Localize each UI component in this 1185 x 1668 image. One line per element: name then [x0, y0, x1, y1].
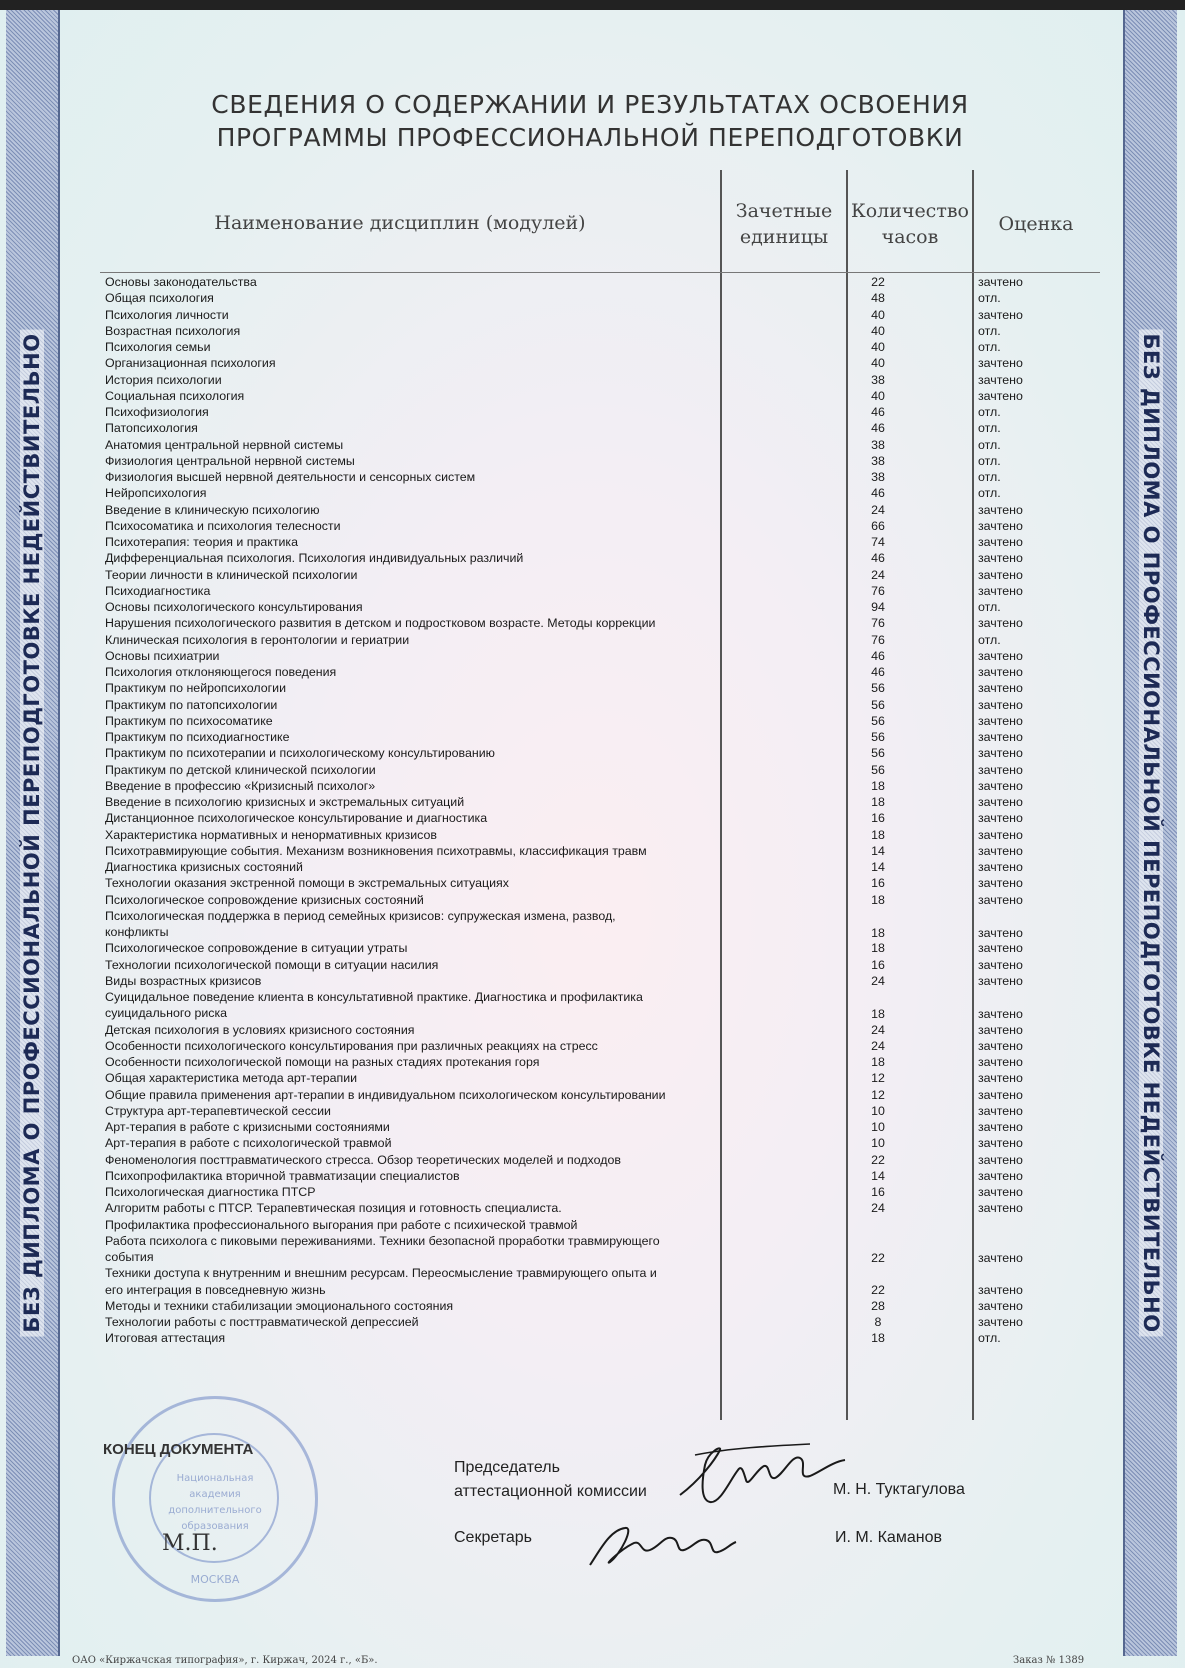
discipline-grade: зачтено	[978, 567, 1023, 582]
discipline-name: Основы психологического консультирования	[105, 600, 363, 614]
discipline-name: Физиология центральной нервной системы	[105, 453, 355, 468]
discipline-hours: 46	[871, 665, 885, 679]
discipline-name: История психологии	[105, 372, 222, 387]
discipline-hours: 48	[871, 291, 885, 306]
secretary-signature	[580, 1510, 740, 1580]
discipline-hours: 22	[871, 1283, 885, 1297]
discipline-hours: 14	[871, 860, 885, 874]
discipline-hours: 24	[871, 1038, 885, 1053]
discipline-grade: отл.	[978, 323, 1001, 338]
table-row	[0, 1038, 1185, 1054]
discipline-hours: 46	[871, 486, 885, 501]
discipline-name: Психологическое сопровождение в ситуации утраты	[105, 941, 408, 956]
discipline-hours: 46	[871, 648, 885, 663]
discipline-name: Работа психолога с пиковыми переживаниями. Техники безопасной проработки травмирующего события	[105, 1233, 660, 1264]
discipline-name: Психодиагностика	[105, 583, 211, 598]
table-row	[0, 1330, 1185, 1346]
discipline-grade: зачтено	[978, 697, 1023, 712]
discipline-grade: зачтено	[978, 551, 1023, 566]
table-row	[0, 875, 1185, 891]
discipline-name: Психотравмирующие события. Механизм возникновения психотравмы, классификация травм	[105, 843, 647, 858]
discipline-grade: зачтено	[978, 1022, 1023, 1037]
discipline-name: Техники доступа к внутренним и внешним ресурсам. Переосмысление травмирующего опыта и его интеграция в повседневную жизнь	[105, 1266, 657, 1297]
discipline-hours: 40	[871, 323, 885, 338]
discipline-grade: отл.	[978, 470, 1001, 484]
discipline-grade: отл.	[978, 291, 1001, 306]
table-row	[0, 437, 1185, 453]
table-row	[0, 1152, 1185, 1168]
discipline-hours: 66	[871, 518, 885, 533]
discipline-grade: зачтено	[978, 827, 1023, 842]
discipline-hours: 56	[871, 762, 885, 777]
discipline-hours: 56	[871, 697, 885, 712]
table-row	[0, 810, 1185, 826]
discipline-grade: зачтено	[978, 307, 1023, 322]
discipline-name: Общая психология	[105, 291, 214, 306]
discipline-hours: 56	[871, 730, 885, 744]
table-row	[0, 1217, 1185, 1233]
discipline-name: Организационная психология	[105, 356, 276, 371]
discipline-grade: зачтено	[978, 1185, 1023, 1199]
table-row	[0, 1119, 1185, 1135]
table-row	[0, 339, 1185, 355]
table-row	[0, 1314, 1185, 1330]
discipline-grade: зачтено	[978, 535, 1023, 549]
table-row	[0, 697, 1185, 713]
discipline-grade: зачтено	[978, 892, 1023, 907]
discipline-name: Психология личности	[105, 307, 229, 322]
discipline-grade: зачтено	[978, 1152, 1023, 1167]
printer-footer: ОАО «Киржачская типография», г. Киржач, 2024 г., «Б».	[72, 1655, 378, 1666]
secretary-label: Секретарь	[454, 1529, 532, 1546]
discipline-grade: зачтено	[978, 502, 1023, 517]
discipline-name: Практикум по патопсихологии	[105, 697, 278, 712]
discipline-name: Общие правила применения арт-терапии в индивидуальном психологическом консультировании	[105, 1087, 666, 1102]
title-line-1: СВЕДЕНИЯ О СОДЕРЖАНИИ И РЕЗУЛЬТАТАХ ОСВОЕНИЯ	[211, 90, 969, 119]
chairman-name: М. Н. Туктагулова	[833, 1481, 965, 1498]
discipline-hours: 24	[871, 567, 885, 582]
discipline-name: Возрастная психология	[105, 323, 241, 338]
discipline-hours: 18	[871, 778, 885, 793]
table-row	[0, 502, 1185, 518]
table-row	[0, 908, 1185, 941]
discipline-hours: 56	[871, 681, 885, 696]
table-row	[0, 388, 1185, 404]
table-row	[0, 957, 1185, 973]
discipline-grade: зачтено	[978, 957, 1023, 972]
document-title	[110, 88, 1070, 154]
discipline-name: Психопрофилактика вторичной травматизации специалистов	[105, 1168, 460, 1183]
discipline-name: Психологическая диагностика ПТСР	[105, 1185, 316, 1199]
discipline-hours: 76	[871, 583, 885, 598]
table-row	[0, 1135, 1185, 1151]
discipline-hours: 38	[871, 372, 885, 387]
chairman-label-line-2: аттестационной комиссии	[454, 1483, 647, 1500]
discipline-name: Дифференциальная психология. Психология индивидуальных различий	[105, 551, 524, 566]
discipline-hours: 16	[871, 1185, 885, 1199]
table-row	[0, 469, 1185, 485]
discipline-hours: 24	[871, 502, 885, 517]
discipline-name: Социальная психология	[105, 388, 245, 403]
discipline-grade: зачтено	[978, 372, 1023, 387]
table-row	[0, 323, 1185, 339]
discipline-grade: отл.	[978, 632, 1001, 647]
discipline-name: Психология отклоняющегося поведения	[105, 665, 337, 679]
discipline-name: Психофизиология	[105, 405, 209, 419]
round-stamp	[112, 1396, 318, 1602]
discipline-grade: отл.	[978, 600, 1001, 614]
discipline-hours: 10	[871, 1136, 885, 1151]
stamp-center-text-1: Национальная	[176, 1473, 254, 1484]
table-row	[0, 567, 1185, 583]
table-row	[0, 274, 1185, 290]
table-row	[0, 989, 1185, 1022]
discipline-name: Общая характеристика метода арт-терапии	[105, 1071, 358, 1086]
table-row	[0, 729, 1185, 745]
table-row	[0, 518, 1185, 534]
table-row	[0, 1200, 1185, 1216]
table-row	[0, 1087, 1185, 1103]
table-row	[0, 745, 1185, 761]
discipline-hours: 46	[871, 405, 885, 419]
table-row	[0, 307, 1185, 323]
discipline-name: Психологическое сопровождение кризисных состояний	[105, 892, 424, 907]
discipline-hours: 46	[871, 551, 885, 566]
discipline-name: Феноменология посттравматического стресса. Обзор теоретических моделей и подходов	[105, 1152, 621, 1167]
discipline-name: Практикум по детской клинической психологии	[105, 762, 376, 777]
discipline-name: Арт-терапия в работе с психологической травмой	[105, 1136, 392, 1151]
table-row	[0, 1298, 1185, 1314]
discipline-hours: 10	[871, 1103, 885, 1118]
table-row	[0, 1168, 1185, 1184]
discipline-hours: 46	[871, 421, 885, 436]
discipline-hours: 22	[871, 1250, 885, 1265]
discipline-name: Физиология высшей нервной деятельности и сенсорных систем	[105, 470, 476, 484]
discipline-hours: 16	[871, 811, 885, 826]
header-credits	[722, 198, 846, 250]
discipline-grade: зачтено	[978, 681, 1023, 696]
header-hours	[848, 198, 972, 250]
discipline-hours: 40	[871, 356, 885, 371]
stamp-text	[115, 1399, 315, 1599]
discipline-grade: зачтено	[978, 762, 1023, 777]
right-band-text: БЕЗ ДИПЛОМА О ПРОФЕССИОНАЛЬНОЙ ПЕРЕПОДГОТОВКЕ НЕДЕЙСТВИТЕЛЬНО	[1139, 329, 1163, 1336]
discipline-name: Введение в психологию кризисных и экстремальных ситуаций	[105, 795, 465, 809]
discipline-grade: зачтено	[978, 1283, 1023, 1297]
discipline-grade: отл.	[978, 1331, 1001, 1346]
chairman-label-line-1: Председатель	[454, 1459, 560, 1476]
discipline-grade: зачтено	[978, 1136, 1023, 1151]
table-row	[0, 404, 1185, 420]
discipline-hours: 18	[871, 941, 885, 956]
discipline-name: Технологии работы с посттравматической депрессией	[105, 1315, 419, 1329]
table-row	[0, 583, 1185, 599]
discipline-hours: 14	[871, 1168, 885, 1183]
table-row	[0, 843, 1185, 859]
discipline-grade: зачтено	[978, 843, 1023, 858]
discipline-hours: 8	[874, 1315, 882, 1329]
table-row	[0, 1054, 1185, 1070]
discipline-name: Диагностика кризисных состояний	[105, 860, 303, 874]
discipline-grade: зачтено	[978, 665, 1023, 679]
discipline-hours: 40	[871, 388, 885, 403]
left-band-text: БЕЗ ДИПЛОМА О ПРОФЕССИОНАЛЬНОЙ ПЕРЕПОДГОТОВКЕ НЕДЕЙСТВИТЕЛЬНО	[20, 329, 44, 1336]
discipline-name: Психотерапия: теория и практика	[105, 535, 299, 549]
header-rule	[100, 272, 1100, 273]
discipline-name: Практикум по психосоматике	[105, 713, 273, 728]
header-grade: Оценка	[998, 213, 1074, 235]
discipline-name: Технологии оказания экстренной помощи в экстремальных ситуациях	[105, 876, 509, 891]
discipline-grade: зачтено	[978, 811, 1023, 826]
discipline-hours: 18	[871, 925, 885, 940]
table-row	[0, 1070, 1185, 1086]
secretary-name: И. М. Каманов	[835, 1529, 942, 1546]
discipline-name: Психологическая поддержка в период семейных кризисов: супружеская измена, развод, конфликты	[105, 908, 616, 939]
discipline-hours: 18	[871, 1006, 885, 1021]
header-credits-line-1: Зачетные	[735, 200, 833, 222]
discipline-grade: отл.	[978, 421, 1001, 436]
discipline-name: Особенности психологической помощи на разных стадиях протекания горя	[105, 1055, 540, 1069]
discipline-hours: 56	[871, 746, 885, 761]
table-row	[0, 762, 1185, 778]
table-row	[0, 827, 1185, 843]
discipline-grade: отл.	[978, 453, 1001, 468]
discipline-grade: зачтено	[978, 1201, 1023, 1216]
table-row	[0, 778, 1185, 794]
table-row	[0, 372, 1185, 388]
discipline-grade: зачтено	[978, 275, 1023, 289]
stamp-center-text-2: академия	[189, 1489, 241, 1500]
discipline-hours: 18	[871, 1055, 885, 1069]
discipline-hours: 14	[871, 843, 885, 858]
discipline-hours: 24	[871, 1201, 885, 1216]
table-row	[0, 648, 1185, 664]
discipline-hours: 24	[871, 1022, 885, 1037]
discipline-name: Практикум по психотерапии и психологическому консультированию	[105, 746, 495, 761]
discipline-hours: 76	[871, 632, 885, 647]
discipline-grade: зачтено	[978, 648, 1023, 663]
discipline-hours: 38	[871, 453, 885, 468]
header-hours-line-1: Количество	[851, 200, 969, 222]
table-row	[0, 940, 1185, 956]
discipline-hours: 56	[871, 713, 885, 728]
discipline-name: Технологии психологической помощи в ситуации насилия	[105, 957, 439, 972]
discipline-grade: зачтено	[978, 518, 1023, 533]
discipline-name: Суицидальное поведение клиента в консультативной практике. Диагностика и профилактика суицидального риска	[105, 990, 643, 1021]
discipline-grade: зачтено	[978, 1315, 1023, 1329]
scan-top-edge	[0, 0, 1185, 10]
discipline-grade: зачтено	[978, 746, 1023, 761]
table-row	[0, 973, 1185, 989]
discipline-grade: зачтено	[978, 795, 1023, 809]
discipline-grade: зачтено	[978, 973, 1023, 988]
discipline-name: Нейропсихология	[105, 486, 207, 501]
order-number: Заказ № 1389	[1013, 1655, 1085, 1666]
table-row	[0, 680, 1185, 696]
discipline-name: Нарушения психологического развития в детском и подростковом возрасте. Методы коррекции	[105, 616, 656, 631]
table-row	[0, 615, 1185, 631]
discipline-grade: зачтено	[978, 1038, 1023, 1053]
discipline-name: Основы психиатрии	[105, 648, 220, 663]
discipline-hours: 40	[871, 340, 885, 354]
discipline-hours: 18	[871, 795, 885, 809]
table-row	[0, 420, 1185, 436]
chairman-signature	[660, 1440, 860, 1520]
discipline-grade: зачтено	[978, 583, 1023, 598]
table-row	[0, 599, 1185, 615]
discipline-name: Клиническая психология в геронтологии и гериатрии	[105, 632, 410, 647]
discipline-grade: зачтено	[978, 1250, 1023, 1265]
header-hours-line-2: часов	[881, 226, 939, 248]
discipline-grade: зачтено	[978, 1120, 1023, 1134]
stamp-center-text-4: образования	[181, 1521, 249, 1532]
discipline-name: Методы и техники стабилизации эмоционального состояния	[105, 1298, 454, 1313]
discipline-grade: зачтено	[978, 1168, 1023, 1183]
discipline-grade: зачтено	[978, 1087, 1023, 1102]
discipline-hours: 16	[871, 957, 885, 972]
discipline-name: Патопсихология	[105, 421, 198, 436]
discipline-hours: 12	[871, 1071, 885, 1086]
table-row	[0, 355, 1185, 371]
discipline-grade: отл.	[978, 340, 1001, 354]
discipline-name: Особенности психологического консультирования при различных реакциях на стресс	[105, 1038, 598, 1053]
stamp-center-text-3: дополнительного	[168, 1505, 262, 1516]
discipline-grade: зачтено	[978, 1006, 1023, 1021]
discipline-name: Основы законодательства	[105, 275, 257, 289]
discipline-hours: 18	[871, 827, 885, 842]
discipline-grade: отл.	[978, 437, 1001, 452]
disciplines-table	[0, 274, 1185, 1347]
table-row	[0, 892, 1185, 908]
discipline-grade: зачтено	[978, 1298, 1023, 1313]
table-row	[0, 1265, 1185, 1298]
discipline-hours: 94	[871, 600, 885, 614]
discipline-name: Арт-терапия в работе с кризисными состояниями	[105, 1120, 390, 1134]
table-row	[0, 485, 1185, 501]
discipline-name: Психосоматика и психология телесности	[105, 518, 341, 533]
table-row	[0, 794, 1185, 810]
header-name: Наименование дисциплин (модулей)	[214, 212, 586, 234]
discipline-name: Структура арт-терапевтической сессии	[105, 1103, 331, 1118]
discipline-name: Дистанционное психологическое консультирование и диагностика	[105, 811, 488, 826]
discipline-name: Профилактика профессионального выгорания при работе с психической травмой	[105, 1217, 578, 1232]
discipline-grade: зачтено	[978, 713, 1023, 728]
discipline-hours: 24	[871, 973, 885, 988]
title-line-2: ПРОГРАММЫ ПРОФЕССИОНАЛЬНОЙ ПЕРЕПОДГОТОВКИ	[216, 123, 964, 152]
discipline-name: Алгоритм работы с ПТСР. Терапевтическая позиция и готовность специалиста.	[105, 1201, 562, 1216]
discipline-grade: зачтено	[978, 388, 1023, 403]
discipline-grade: зачтено	[978, 730, 1023, 744]
discipline-grade: зачтено	[978, 1103, 1023, 1118]
table-row	[0, 290, 1185, 306]
discipline-grade: отл.	[978, 486, 1001, 501]
discipline-hours: 38	[871, 470, 885, 484]
discipline-hours: 12	[871, 1087, 885, 1102]
table-row	[0, 632, 1185, 648]
table-row	[0, 1233, 1185, 1266]
discipline-hours: 10	[871, 1120, 885, 1134]
discipline-hours: 18	[871, 892, 885, 907]
discipline-grade: зачтено	[978, 778, 1023, 793]
table-row	[0, 1184, 1185, 1200]
discipline-name: Виды возрастных кризисов	[105, 973, 262, 988]
discipline-grade: зачтено	[978, 876, 1023, 891]
discipline-hours: 40	[871, 307, 885, 322]
discipline-name: Характеристика нормативных и ненормативных кризисов	[105, 827, 437, 842]
discipline-hours: 76	[871, 616, 885, 631]
table-row	[0, 664, 1185, 680]
discipline-grade: зачтено	[978, 356, 1023, 371]
table-row	[0, 550, 1185, 566]
table-row	[0, 713, 1185, 729]
discipline-hours: 22	[871, 275, 885, 289]
end-of-document: КОНЕЦ ДОКУМЕНТА	[103, 1441, 254, 1458]
discipline-name: Введение в клиническую психологию	[105, 502, 320, 517]
discipline-grade: отл.	[978, 405, 1001, 419]
chairman-label	[454, 1456, 647, 1504]
table-row	[0, 453, 1185, 469]
discipline-hours: 22	[871, 1152, 885, 1167]
discipline-hours: 28	[871, 1298, 885, 1313]
discipline-grade: зачтено	[978, 616, 1023, 631]
discipline-hours: 74	[871, 535, 885, 549]
table-row	[0, 1103, 1185, 1119]
discipline-grade: зачтено	[978, 860, 1023, 874]
discipline-name: Итоговая аттестация	[105, 1331, 226, 1346]
table-row	[0, 1022, 1185, 1038]
stamp-place-mark: М.П.	[162, 1531, 218, 1556]
stamp-ring-text: МОСКВА	[190, 1573, 240, 1586]
discipline-hours: 18	[871, 1331, 885, 1346]
discipline-name: Психология семьи	[105, 340, 211, 354]
discipline-name: Анатомия центральной нервной системы	[105, 437, 344, 452]
discipline-name: Практикум по психодиагностике	[105, 730, 290, 744]
header-credits-line-2: единицы	[739, 226, 829, 248]
discipline-grade: зачтено	[978, 941, 1023, 956]
discipline-name: Введение в профессию «Кризисный психолог»	[105, 778, 376, 793]
discipline-hours: 16	[871, 876, 885, 891]
discipline-hours: 38	[871, 437, 885, 452]
discipline-name: Детская психология в условиях кризисного состояния	[105, 1022, 415, 1037]
table-row	[0, 534, 1185, 550]
discipline-grade: зачтено	[978, 1071, 1023, 1086]
discipline-grade: зачтено	[978, 925, 1023, 940]
discipline-name: Практикум по нейропсихологии	[105, 681, 287, 696]
discipline-grade: зачтено	[978, 1055, 1023, 1069]
table-row	[0, 859, 1185, 875]
discipline-name: Теории личности в клинической психологии	[105, 567, 358, 582]
